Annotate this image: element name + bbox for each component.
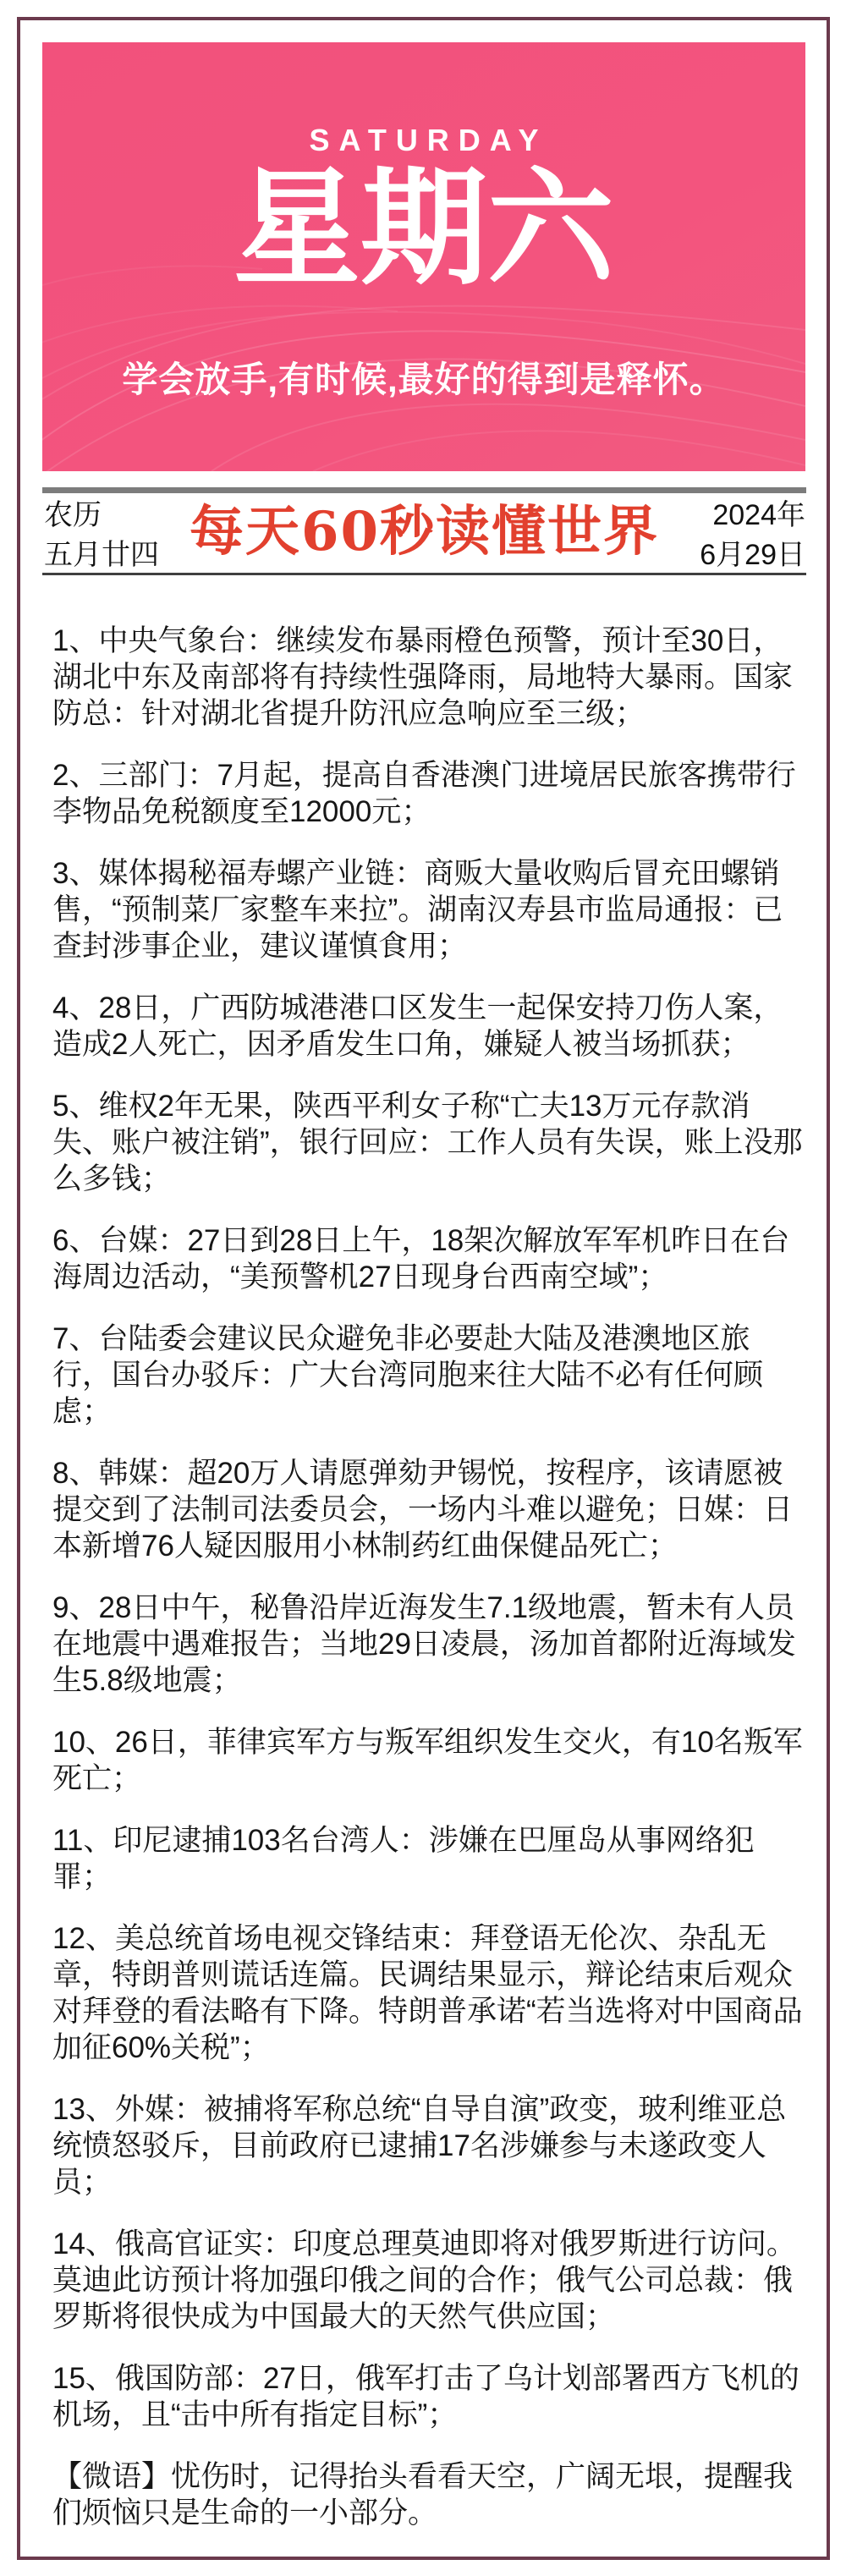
news-item: 10、26日，菲律宾军方与叛军组织发生交火，有10名叛军死亡；: [52, 1726, 803, 1795]
weekday-chinese-title: 星期六: [233, 154, 614, 303]
gregorian-date-column: [594, 496, 805, 575]
weekday-header-card: [42, 42, 805, 471]
news-item: 5、维权2年无果，陕西平利女子称“亡夫13万元存款消失、账户被注销”，银行回应：工作人员有失误，账上没那么多钱；: [52, 1090, 803, 1195]
divider-thick-bar: [42, 487, 806, 493]
news-item: 7、台陆委会建议民众避免非必要赴大陆及港澳地区旅行，国台办驳斥：广大台湾同胞来往大陆不必有任何顾虑；: [52, 1322, 764, 1428]
news-item: 6、台媒：27日到28日上午，18架次解放军军机昨日在台海周边活动，“美预警机27日现身台西南空域”；: [52, 1224, 790, 1293]
news-item: 2、三部门：7月起，提高自香港澳门进境居民旅客携带行李物品免税额度至12000元；: [52, 759, 796, 828]
news-item: 4、28日，广西防城港港口区发生一起保安持刀伤人案，造成2人死亡，因矛盾发生口角，嫌疑人被当场抓获；: [52, 991, 783, 1061]
news-item: 9、28日中午，秘鲁沿岸近海发生7.1级地震，暂未有人员在地震中遇难报告；当地29日凌晨，汤加首都附近海域发生5.8级地震；: [52, 1591, 796, 1697]
lunar-date: 五月廿四: [44, 539, 159, 571]
footer-note: 【微语】忧伤时，记得抬头看看天空，广阔无垠，提醒我们烦恼只是生命的一小部分。: [52, 2460, 794, 2529]
page-title: 每天60秒读懂世界: [189, 500, 660, 563]
news-item: 11、印尼逮捕103名台湾人：涉嫌在巴厘岛从事网络犯罪；: [52, 1824, 755, 1893]
news-list: [52, 623, 804, 2531]
daily-quote: 学会放手,有时候,最好的得到是释怀。: [122, 360, 726, 399]
lunar-label: 农历: [44, 499, 102, 531]
news-item: 15、俄国防部：27日，俄军打击了乌计划部署西方飞机的机场，且“击中所有指定目标”；: [52, 2362, 799, 2431]
divider-thin-line: [42, 573, 806, 575]
news-item: 14、俄高官证实：印度总理莫迪即将对俄罗斯进行访问。莫迪此访预计将加强印俄之间的合作；俄气公司总裁：俄罗斯将很快成为中国最大的天然气供应国；: [52, 2227, 796, 2333]
year-label: 2024年: [712, 499, 805, 531]
news-item: 8、韩媒：超20万人请愿弹劾尹锡悦，按程序，该请愿被提交到了法制司法委员会，一场内斗难以避免；日媒：日本新增76人疑因服用小林制药红曲保健品死亡；: [52, 1457, 794, 1563]
weekday-english-label: SATURDAY: [309, 123, 548, 157]
news-item: 12、美总统首场电视交锋结束：拜登语无伦次、杂乱无章，特朗普则谎话连篇。民调结果显示，辩论结束后观众对拜登的看法略有下降。特朗普承诺“若当选将对中国商品加征60%关税”；: [52, 1922, 803, 2064]
news-item: 1、中央气象台：继续发布暴雨橙色预警，预计至30日，湖北中东及南部将有持续性强降雨，局地特大暴雨。国家防总：针对湖北省提升防汛应急响应至三级；: [52, 624, 794, 730]
news-item: 3、媒体揭秘福寿螺产业链：商贩大量收购后冒充田螺销售，“预制菜厂家整车来拉”。湖南汉寿县市监局通报：已查封涉事企业，建议谨慎食用；: [52, 857, 783, 963]
news-item: 13、外媒：被捕将军称总统“自导自演”政变，玻利维亚总统愤怒驳斥，目前政府已逮捕17名涉嫌参与未遂政变人员；: [52, 2093, 787, 2199]
date-label: 6月29日: [700, 539, 805, 571]
